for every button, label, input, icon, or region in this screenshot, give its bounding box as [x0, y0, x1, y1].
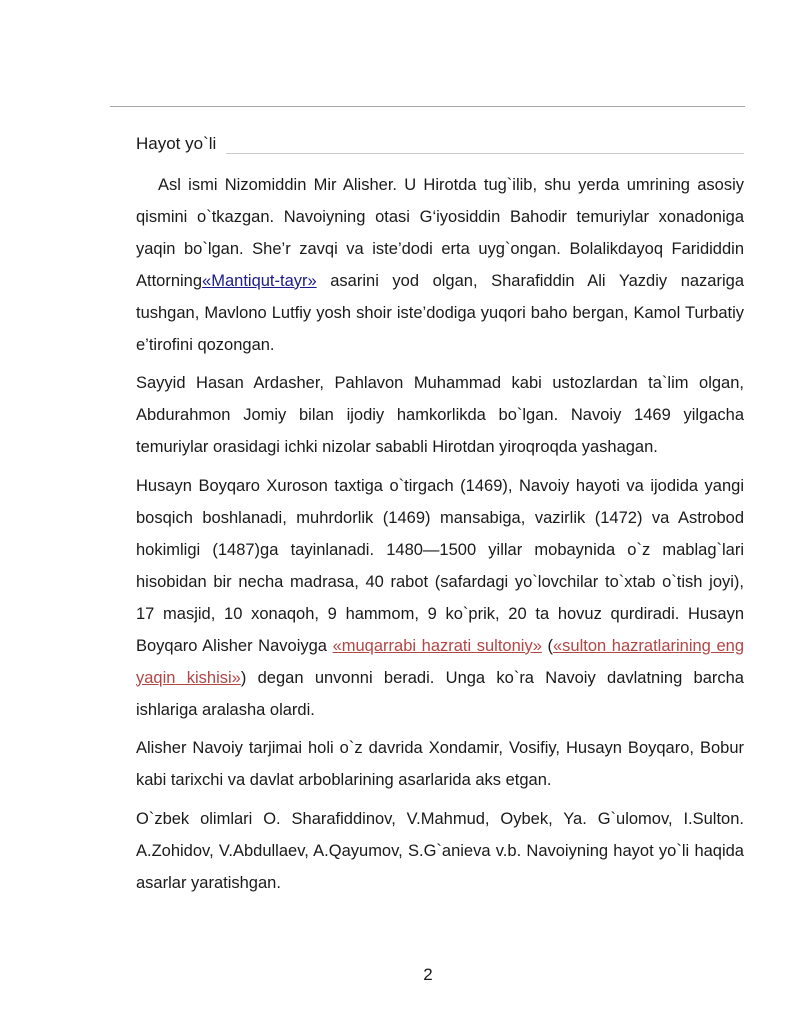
section-heading: Hayot yo`li	[136, 134, 217, 153]
paragraph-2: Sayyid Hasan Ardasher, Pahlavon Muhammad kabi ustozlardan ta`lim olgan, Abdurahmon Jomiy bilan ijodiy hamkorlikda bo`lgan. Navoiy 1469 yilgacha temuriylar orasidagi ichki nizolar sababli Hirotdan yiroqroqda yashagan.	[136, 374, 744, 457]
heading-underline	[226, 153, 744, 154]
paragraph-3	[136, 471, 744, 726]
paragraph-1-text-b: asarini yod olgan, Sharafiddin Ali Yazdiy nazariga tushgan, Mavlono Lutfiy yosh shoir iste’dodiga yuqori baho bergan, Kamol Turbatiy e’tirofini qozongan.	[136, 271, 744, 354]
paragraph-1	[136, 170, 744, 361]
section-heading-row	[136, 133, 744, 155]
paragraph-5: O`zbek olimlari O. Sharafiddinov, V.Mahmud, Oybek, Ya. G`ulomov, I.Sulton. A.Zohidov, V.Abdullaev, A.Qayumov, S.G`anieva v.b. Navoiyning hayot yo`li haqida asarlar yaratishgan.	[136, 810, 744, 893]
mantiqut-tayr-link[interactable]: «Mantiqut-tayr»	[202, 271, 317, 290]
paragraph-4: Alisher Navoiy tarjimai holi o`z davrida Xondamir, Vosifiy, Husayn Boyqaro, Bobur kabi tarixchi va davlat arboblarining asarlarida aks etgan.	[136, 739, 744, 790]
header-rule	[110, 106, 745, 107]
page-number: 2	[423, 965, 433, 984]
document-body	[136, 170, 744, 907]
paragraph-3-text-a: Husayn Boyqaro Xuroson taxtiga o`tirgach (1469), Navoiy hayoti va ijodida yangi bosqich boshlanadi, muhrdorlik (1469) mansabiga, vazirlik (1472) va Astrobod hokimligi (1487)ga tayinlanadi. 1480—1500 yillar mobaynida o`z mablag`lari hisobidan bir necha madrasa, 40 rabot (safardagi yo`lovchilar to`xtab o`tish joyi), 17 masjid, 10 xonaqoh, 9 hammom, 9 ko`prik, 20 ta hovuz qurdiradi. Husayn Boyqaro Alisher Navoiyga	[136, 477, 744, 655]
sulton-hazratlari-link[interactable]: «sulton hazratlarining eng yaqin kishisi»	[136, 636, 744, 687]
muqarrabi-link[interactable]: «muqarrabi hazrati sultoniy»	[332, 636, 542, 655]
paragraph-3-text-c: ) degan unvonni beradi. Unga ko`ra Navoiy davlatning barcha ishlariga aralasha olardi.	[136, 668, 744, 719]
paragraph-3-text-b: (	[541, 636, 553, 655]
paragraph-1-text-a: Asl ismi Nizomiddin Mir Alisher. U Hirotda tug`ilib, shu yerda umrining asosiy qismini o`tkazgan. Navoiyning otasi G‘iyosiddin Bahodir temuriylar xonadoniga yaqin bo`lgan. She’r zavqi va iste’dodi erta uyg`ongan. Bolalikdayoq Farididdin Attorning	[136, 176, 744, 290]
